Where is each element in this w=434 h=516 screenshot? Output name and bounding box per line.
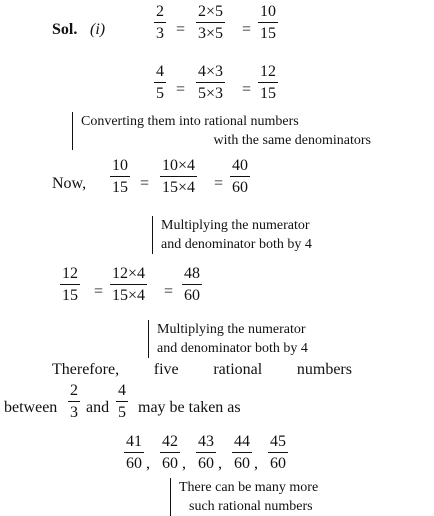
therefore-word: rational — [213, 361, 263, 378]
note-line: such rational numbers — [189, 499, 313, 514]
note-many-more — [170, 478, 369, 516]
equals-sign: = — [176, 81, 186, 98]
equals-sign: = — [242, 21, 252, 38]
between-word: between — [4, 399, 58, 416]
answer-fraction: $\frac{41}{60}$ — [126, 433, 142, 472]
note-line: Multiplying the numerator — [157, 322, 306, 337]
answer-fraction: $\frac{42}{60}$ — [162, 433, 178, 472]
answer-fraction: $\frac{43}{60}$ — [198, 433, 214, 472]
eq4-fraction-b: $\frac{12\times 4}{15\times 4}$ — [112, 265, 146, 304]
part-label: (i) — [90, 21, 106, 38]
equals-sign: = — [94, 283, 104, 300]
solution-label: Sol. — [52, 21, 78, 38]
answer-fraction: $\frac{44}{60}$ — [234, 433, 250, 472]
eq1-fraction-c: $\frac{10}{15}$ — [260, 3, 276, 42]
comma: , — [218, 455, 222, 472]
therefore-line — [52, 362, 352, 378]
comma: , — [146, 455, 150, 472]
answer-fraction: $\frac{45}{60}$ — [270, 433, 286, 472]
eq2-fraction-c: $\frac{12}{15}$ — [260, 63, 276, 102]
therefore-word: five — [153, 361, 179, 378]
eq2-fraction-b: $\frac{4\times 3}{5\times 3}$ — [198, 63, 224, 102]
eq2-fraction-a: $\frac{4}{5}$ — [156, 63, 164, 102]
comma: , — [182, 455, 186, 472]
note-line: Multiplying the numerator — [161, 218, 310, 233]
and-word: and — [86, 399, 110, 416]
eq4-fraction-c: $\frac{48}{60}$ — [184, 265, 200, 304]
between-fraction-a: $\frac{2}{3}$ — [70, 382, 78, 421]
note-common-denominators — [72, 112, 371, 150]
eq4-fraction-a: $\frac{12}{15}$ — [62, 265, 78, 304]
comma: , — [254, 455, 258, 472]
equals-sign: = — [164, 283, 174, 300]
eq1-fraction-b: $\frac{2\times 5}{3\times 5}$ — [198, 3, 224, 42]
note-multiply-by-4 — [152, 216, 371, 254]
eq3-fraction-c: $\frac{40}{60}$ — [232, 157, 248, 196]
note-line: with the same denominators — [213, 133, 371, 148]
therefore-word: numbers — [296, 361, 352, 378]
equals-sign: = — [176, 21, 186, 38]
between-fraction-b: $\frac{4}{5}$ — [118, 382, 126, 421]
note-line: Converting them into rational numbers — [81, 114, 299, 129]
equals-sign: = — [140, 175, 150, 192]
eq3-fraction-a: $\frac{10}{15}$ — [112, 157, 128, 196]
eq1-fraction-a: $\frac{2}{3}$ — [156, 3, 164, 42]
note-line: There can be many more — [179, 480, 319, 495]
equals-sign: = — [242, 81, 252, 98]
now-label: Now, — [52, 175, 87, 192]
note-line: and denominator both by 4 — [161, 237, 312, 252]
taken-as-text: may be taken as — [138, 399, 241, 416]
note-multiply-by-4 — [148, 320, 371, 358]
eq3-fraction-b: $\frac{10\times 4}{15\times 4}$ — [162, 157, 196, 196]
therefore-word: Therefore, — [52, 361, 120, 378]
note-line: and denominator both by 4 — [157, 341, 308, 356]
equals-sign: = — [214, 175, 224, 192]
